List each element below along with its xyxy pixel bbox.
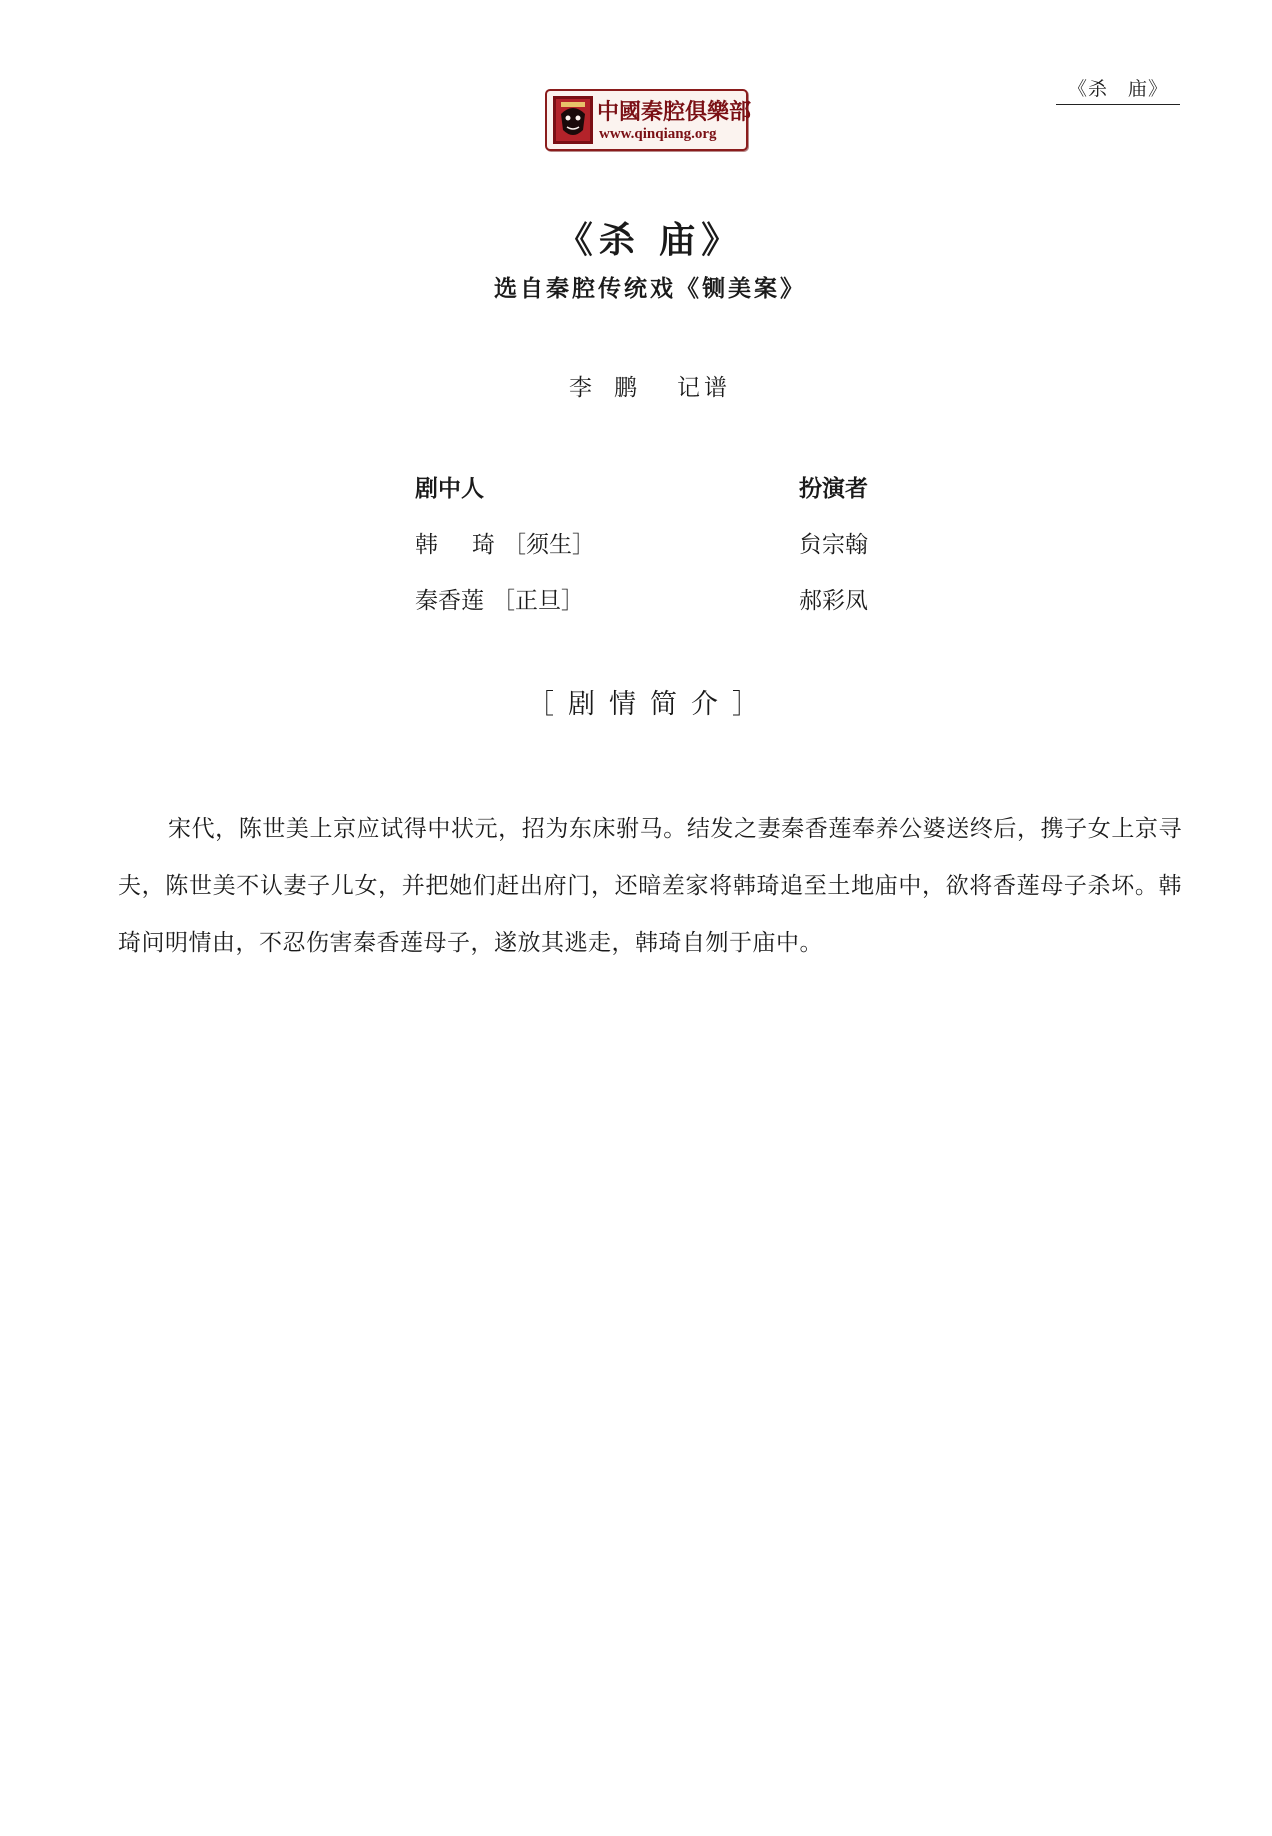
credit-role: 记谱	[677, 375, 731, 401]
synopsis-paragraph: 宋代，陈世美上京应试得中状元，招为东床驸马。结发之妻秦香莲奉养公婆送终后，携子女上京寻夫，陈世美不认妻子儿女，并把她们赶出府门，还暗差家将韩琦追至土地庙中，欲将香莲母子杀坏。韩琦问明情由，不忍伤害秦香莲母子，遂放其逃走，韩琦自刎于庙中。	[118, 816, 1182, 956]
cast-header-character: 剧中人	[415, 475, 484, 502]
logo-url: www.qinqiang.org	[599, 126, 717, 142]
notation-credit	[0, 369, 1272, 402]
page-title: 《杀 庙》	[556, 219, 744, 261]
cast-character	[415, 582, 584, 615]
cast-performer: 郝彩凤	[799, 588, 868, 614]
character-name: 韩	[415, 532, 438, 558]
logo-name: 中國秦腔俱樂部	[597, 100, 752, 125]
cast-header-performer: 扮演者	[799, 475, 868, 502]
running-header: 《杀 庙》	[1056, 74, 1180, 105]
cast-header-row	[415, 470, 915, 526]
cast-performer: 贠宗翰	[799, 532, 868, 558]
section-heading: ［剧情简介］	[527, 689, 773, 720]
page-subtitle: 选自秦腔传统戏《铡美案》	[494, 275, 806, 302]
cast-row	[415, 582, 915, 638]
opera-mask-icon	[553, 96, 593, 144]
credit-name: 李鹏	[569, 375, 659, 401]
cast-row	[415, 526, 915, 582]
character-name: 秦香莲	[415, 588, 484, 614]
role-type: ［正旦］	[492, 588, 584, 614]
cast-character	[415, 526, 595, 559]
cast-table	[415, 470, 915, 638]
role-type: ［须生］	[503, 532, 595, 558]
logo	[545, 89, 752, 151]
character-name-rest: 琦	[472, 532, 495, 558]
